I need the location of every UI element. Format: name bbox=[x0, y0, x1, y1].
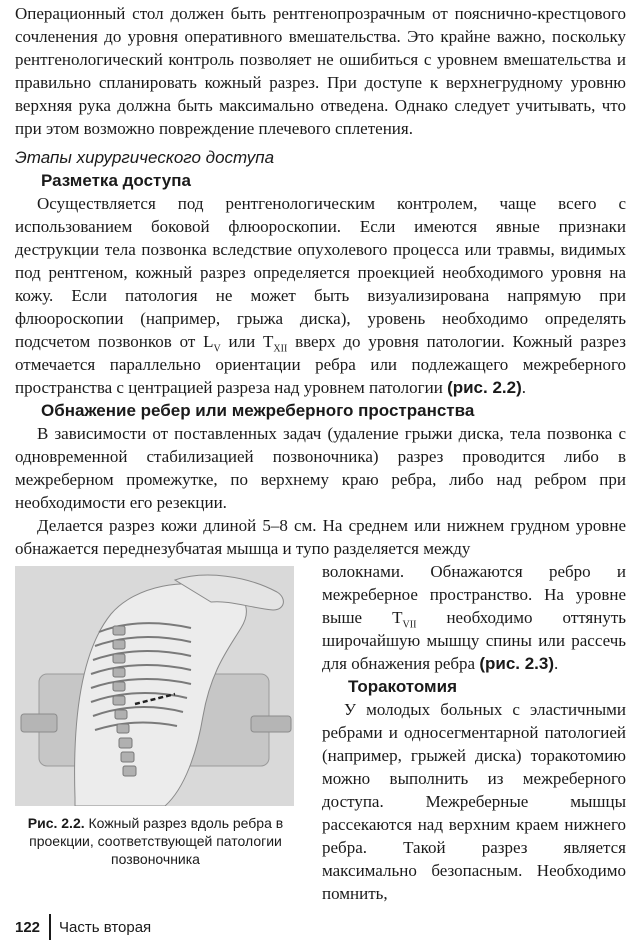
side-end: . bbox=[554, 654, 559, 673]
spine-incision-illustration bbox=[15, 566, 294, 806]
footer-divider bbox=[49, 914, 51, 940]
section-title: Этапы хирургического доступа bbox=[15, 148, 275, 167]
intro-paragraph: Операционный стол должен быть рентгенопрозрачным от пояснично-крестцового сочленения до уровня оперативного вмешательства. Это крайне важно, поскольку рентгенологический контроль позволяет не ошибиться с уровнем вмешательства и правильно спланировать кожный разрез. При доступе к верхнегрудному уровню верхняя рука должна быть максимально отведена. Однако следует учитывать, что при этом возможно повреждение плечевого сплетения. bbox=[15, 4, 626, 138]
side-sub: VII bbox=[402, 619, 417, 631]
marking-heading: Разметка доступа bbox=[41, 171, 191, 190]
figure-caption bbox=[15, 814, 296, 868]
figure-caption-text: Кожный разрез вдоль ребра в проекции, соответствующей патологии позвоночника bbox=[29, 815, 284, 867]
page-footer bbox=[15, 912, 151, 942]
side-text-2: необходимо оттянуть широчайшую мышцу спины или рассечь для обнажения ребра bbox=[322, 608, 627, 673]
marking-sub-1: V bbox=[213, 343, 221, 355]
thoracotomy-paragraph: У молодых больных с эластичными ребрами и односегментарной патологией (например, грыжей диска) торакотомию можно выполнить из межреберного доступа. Межреберные мышцы рассекаются над верхним краем нижнего ребра. Такой разрез является максимально безопасным. Необходимо помнить, bbox=[322, 700, 626, 903]
figure-label: Рис. 2.2. bbox=[27, 815, 85, 831]
exposure-heading: Обнажение ребер или межреберного пространства bbox=[41, 401, 475, 420]
figure-2-2 bbox=[15, 566, 296, 868]
side-column bbox=[322, 560, 626, 905]
marking-text-2: или T bbox=[220, 332, 274, 351]
marking-text-3: вверх до уровня патологии. Кожный разрез отмечается параллельно ориентации ребра или подлежащего межреберного пространства с центрацией разреза над уровнем патологии bbox=[15, 332, 626, 397]
page bbox=[15, 0, 627, 936]
exposure-continuation bbox=[322, 560, 626, 675]
marking-sub-2: XII bbox=[273, 343, 288, 355]
page-number: 122 bbox=[15, 918, 41, 936]
marking-end: . bbox=[521, 378, 527, 397]
part-label: Часть вторая bbox=[59, 918, 152, 936]
thoracotomy-heading: Торакотомия bbox=[348, 677, 457, 696]
figure-ref-2-3[interactable]: (рис. 2.3) bbox=[479, 654, 555, 673]
exposure-paragraph-2: Делается разрез кожи длиной 5–8 см. На среднем или нижнем грудном уровне обнажается переднезубчатая мышца и тупо разделяется между bbox=[15, 516, 626, 558]
figure-ref-2-2[interactable]: (рис. 2.2) bbox=[447, 378, 522, 397]
figure-and-column bbox=[15, 560, 626, 908]
marking-paragraph bbox=[15, 192, 626, 399]
marking-text-1: Осуществляется под рентгенологическим контролем, чаще всего с использованием боковой флюороскопии. Если имеются явные признаки деструкции тела позвонка вследствие опухолевого процесса или травмы, видимых под рентгеном, кожный разрез определяется проекцией необходимого уровня на кожу. Если патология не может быть визуализирована напрямую при флюороскопии (например, грыжа диска), уровень необходимо определять подсчетом позвонков от L bbox=[15, 194, 626, 351]
exposure-paragraph-1: В зависимости от поставленных задач (удаление грыжи диска, тела позвонка с одновременной стабилизацией позвоночника) разрез проводится либо в межреберном промежутке, по верхнему краю ребра, либо над ребром при необходимости его резекции. bbox=[15, 424, 626, 512]
side-text-1: волокнами. Обнажаются ребро и межреберное пространство. На уровне выше T bbox=[322, 562, 626, 627]
